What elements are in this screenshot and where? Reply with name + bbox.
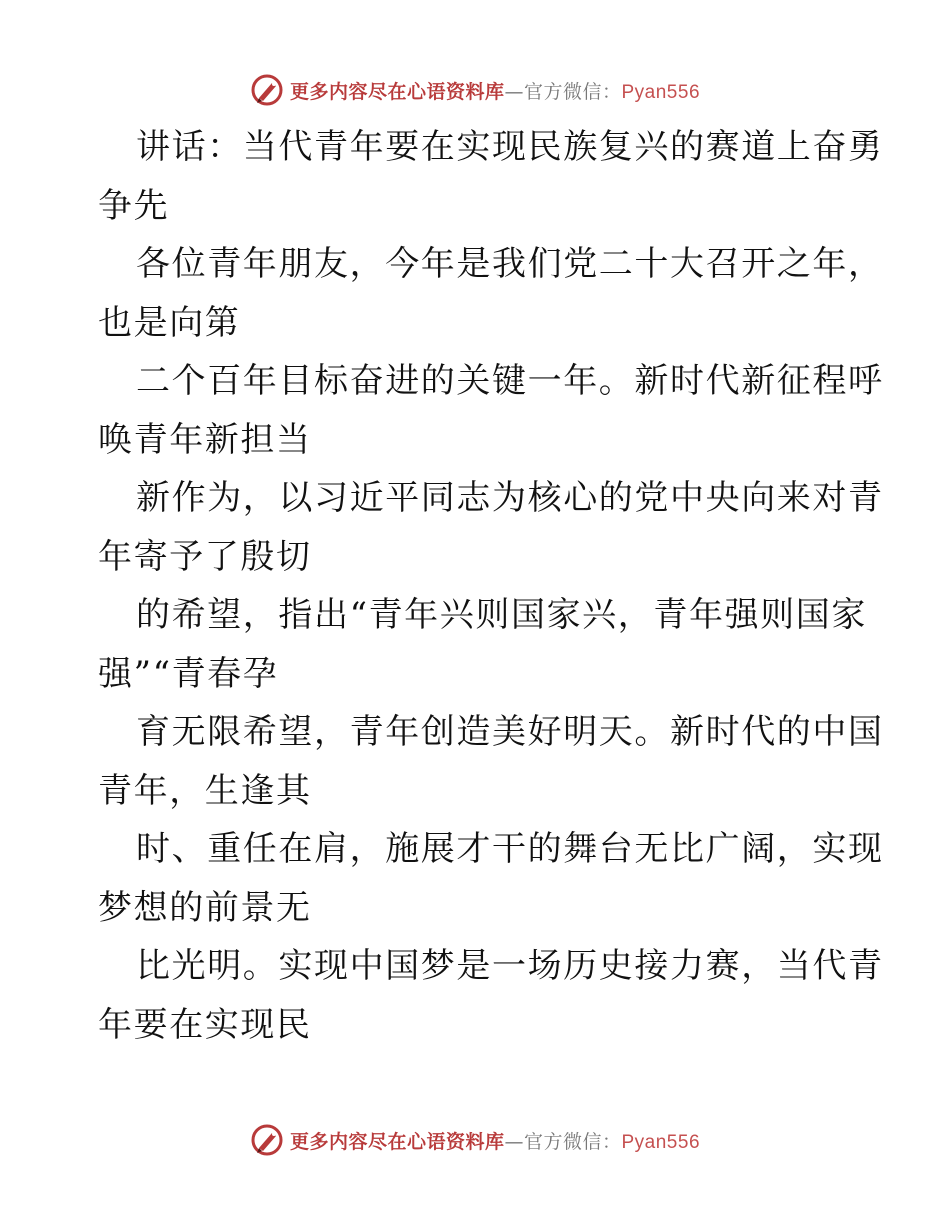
text-line: 年要在实现民 [98,1004,312,1045]
document-body [98,118,884,1054]
text-line: 年寄予了殷切 [98,536,312,577]
wechat-id: Pyan556 [621,1131,701,1153]
text-line: 比光明。实现中国梦是一场历史接力赛，当代青 [136,946,884,986]
text-line: 二个百年目标奋进的关键一年。新时代新征程呼 [136,361,884,401]
brand-text: 更多内容尽在心语资料库 [289,80,505,103]
text-line: 讲话：当代青年要在实现民族复兴的赛道上奋勇 [136,127,884,167]
banner-separator: — [504,1130,524,1153]
text-line: 争先 [98,185,170,226]
banner-separator: — [504,80,524,103]
text-line: 梦想的前景无 [98,887,312,928]
brand-text: 更多内容尽在心语资料库 [289,1130,505,1153]
footer-banner-inner [250,1123,700,1157]
text-line: 各位青年朋友，今年是我们党二十大召开之年， [136,244,884,284]
text-line: 育无限希望，青年创造美好明天。新时代的中国 [136,712,884,752]
text-line: 新作为，以习近平同志为核心的党中央向来对青 [136,478,884,518]
text-line: 也是向第 [98,302,241,343]
header-banner-inner [250,73,700,107]
text-line: 的希望，指出“青年兴则国家兴，青年强则国家 [136,595,867,635]
text-line: 唤青年新担当 [98,419,312,460]
text-line: 强”“青春孕 [98,653,279,694]
text-line: 时、重任在肩，施展才干的舞台无比广阔，实现 [136,829,884,869]
text-line: 青年，生逢其 [98,770,312,811]
footer-banner [0,1120,950,1160]
wechat-label: 官方微信： [523,80,622,103]
pen-circle-logo-icon [250,73,284,107]
header-banner [0,70,950,110]
wechat-label: 官方微信： [523,1130,622,1153]
pen-circle-logo-icon [250,1123,284,1157]
wechat-id: Pyan556 [621,81,701,103]
